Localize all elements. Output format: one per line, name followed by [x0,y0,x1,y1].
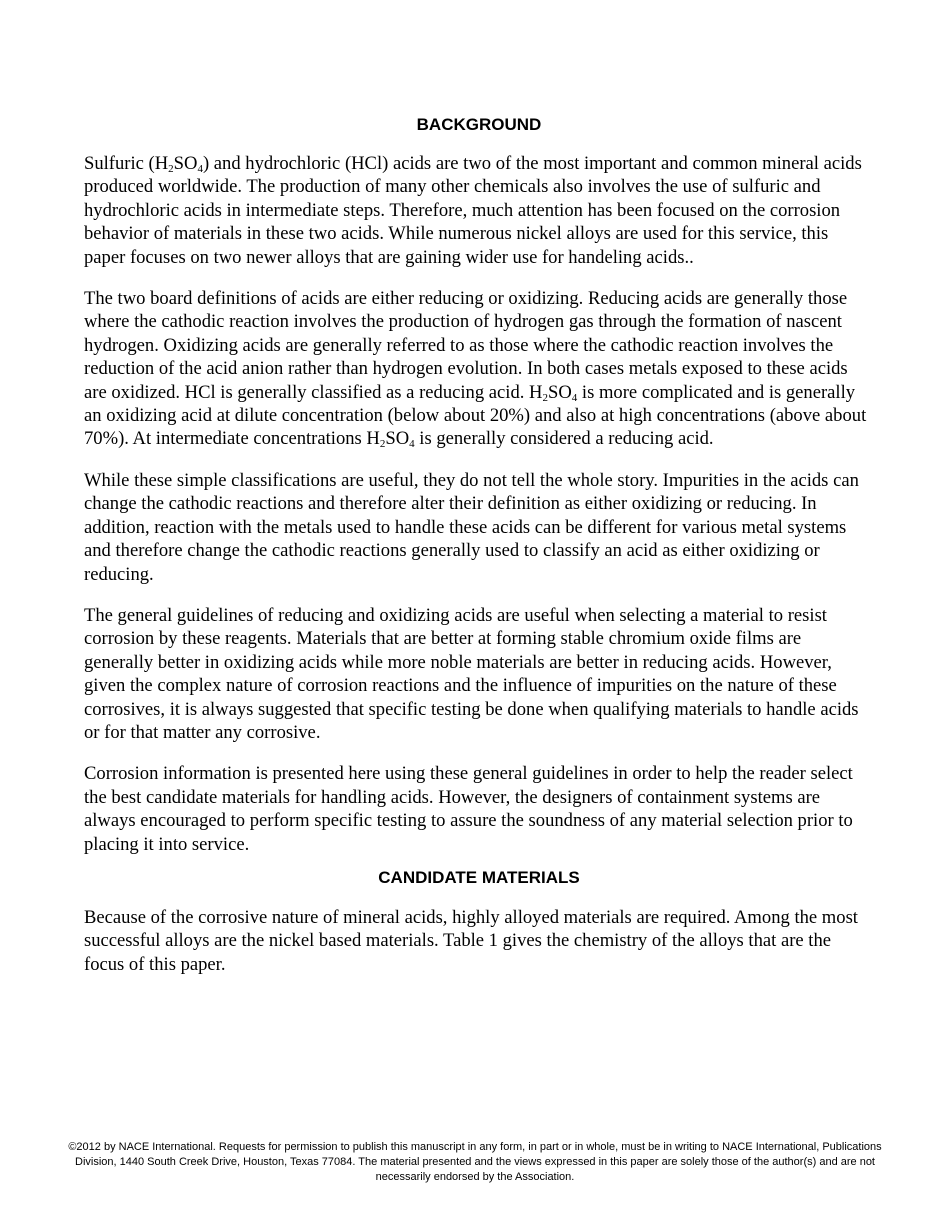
section-heading-candidate-materials: CANDIDATE MATERIALS [378,867,580,887]
copyright-footer: ©2012 by NACE International. Requests for permission to publish this manuscript in any form, in part or in whole, must be in writing to NACE International, Publications Division, 1440 South Creek Drive, Houston, Texas 77084. The material presented and the views expressed in this paper are solely those of the author(s) and are not necessarily endorsed by the Association. [68,1141,882,1183]
background-paragraph-5: Corrosion information is presented here using these general guidelines in order to help the reader select the best candidate materials for handling acids. However, the designers of containment systems are always encouraged to perform specific testing to assure the soundness of any material selection prior to placing it into service. [84,763,853,855]
background-paragraph-3: While these simple classifications are useful, they do not tell the whole story. Impurities in the acids can change the cathodic reactions and therefore alter their definition as either oxidizing or reducing. In addition, reaction with the metals used to handle these acids can be different for various metal systems and therefore change the cathodic reactions generally used to classify an acid as either oxidizing or reducing. [84,469,859,585]
candidate-materials-paragraph-1: Because of the corrosive nature of mineral acids, highly alloyed materials are required. Among the most successful alloys are the nickel based materials. Table 1 gives the chemistry of the alloys that are the focus of this paper. [84,906,858,975]
paper-page [84,113,874,976]
background-paragraph-1: Sulfuric $(H_2SO_4)$ and hydrochloric (HCl) acids are two of the most important and common mineral acids produced worldwide. The production of many other chemicals also involves the use of sulfuric and hydrochloric acids in intermediate steps. Therefore, much attention has been focused on the corrosion behavior of materials in these two acids. While numerous nickel alloys are used for this service, this paper focuses on two newer alloys that are gaining wider use for handeling acids.. [84,153,862,268]
background-paragraph-4: The general guidelines of reducing and oxidizing acids are useful when selecting a material to resist corrosion by these reagents. Materials that are better at forming stable chromium oxide films are generally better in oxidizing acids while more noble materials are better in reducing acids. However, given the complex nature of corrosion reactions and the influence of impurities on the nature of these corrosives, it is always suggested that specific testing be done when qualifying materials to handle acids or for that matter any corrosive. [84,604,859,743]
background-paragraph-2: The two board definitions of acids are either reducing or oxidizing. Reducing acids are generally those where the cathodic reaction involves the production of hydrogen gas through the formation of nascent hydrogen. Oxidizing acids are generally referred to as those where the cathodic reaction involves the reduction of the acid anion rather than hydrogen evolution. In both cases metals exposed to these acids are oxidized. HCl is generally classified as a reducing acid. $H_2SO_4$ is more complicated and is generally an oxidizing acid at dilute concentration (below about 20%) and also at high concentrations (above about 70%). At intermediate concentrations $H_2SO_4$ is generally considered a reducing acid. [84,288,867,451]
section-heading-background: BACKGROUND [416,115,542,134]
